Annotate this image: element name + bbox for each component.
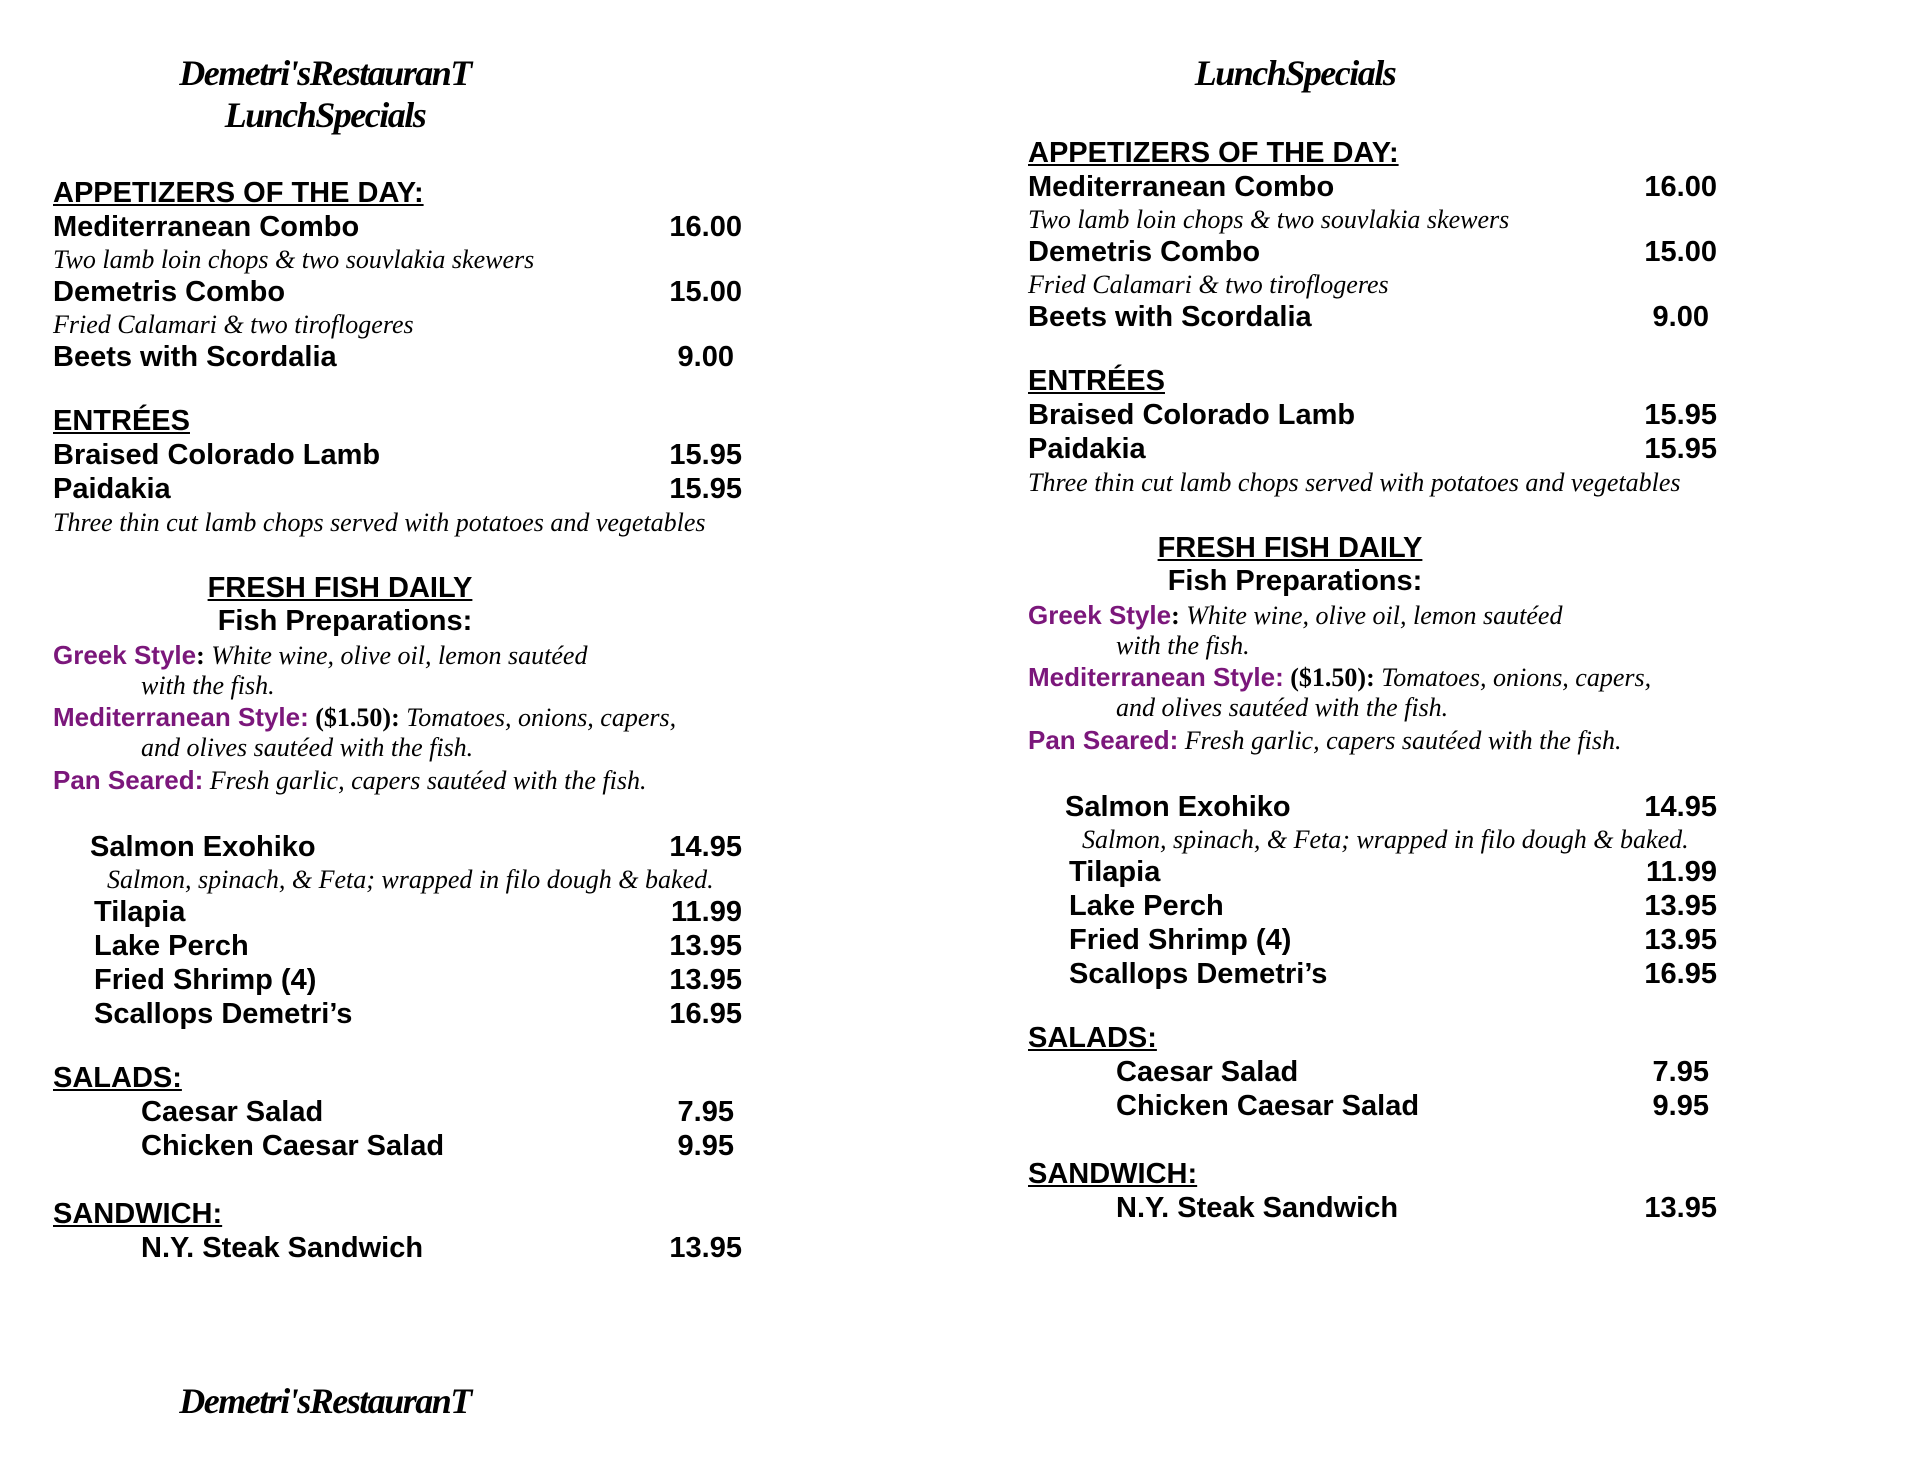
entrees-heading: ENTRÉES xyxy=(1028,365,1165,397)
menu-item-price: 16.95 xyxy=(669,998,742,1030)
fish-heading: FRESH FISH DAILY xyxy=(207,572,473,604)
menu-item-name: Chicken Caesar Salad xyxy=(1116,1090,1420,1122)
menu-item-price: 15.95 xyxy=(669,439,742,471)
menu-item-price: 14.95 xyxy=(669,831,742,863)
fish-subheading: Fish Preparations: xyxy=(217,605,473,637)
menu-item-price: 9.00 xyxy=(677,341,734,373)
salads-heading: SALADS: xyxy=(1028,1022,1157,1054)
preparation-desc: Fresh garlic, capers sautéed with the fish. xyxy=(1178,726,1622,755)
preparation-name: Pan Seared: xyxy=(53,765,204,795)
menu-item-price: 16.00 xyxy=(669,211,742,243)
preparation-desc-continued: and olives sautéed with the fish. xyxy=(1116,693,1449,722)
preparation-desc-continued: and olives sautéed with the fish. xyxy=(141,733,474,762)
entrees-heading: ENTRÉES xyxy=(53,405,190,437)
page-title: LunchSpecials xyxy=(224,95,426,135)
menu-item-desc: Two lamb loin chops & two souvlakia skewers xyxy=(1028,205,1510,234)
menu-item-name: Scallops Demetri’s xyxy=(94,998,353,1030)
menu-item-price: 13.95 xyxy=(1644,924,1717,956)
menu-item-name: Mediterranean Combo xyxy=(1028,171,1335,203)
preparation-separator: : xyxy=(196,641,205,670)
fish-preparation xyxy=(53,702,676,733)
restaurant-name-footer: Demetri'sRestauranT xyxy=(179,1381,471,1421)
menu-item-name: Braised Colorado Lamb xyxy=(1028,399,1356,431)
menu-item-name: Scallops Demetri’s xyxy=(1069,958,1328,990)
page-title: LunchSpecials xyxy=(1194,53,1396,93)
menu-item-name: Caesar Salad xyxy=(1116,1056,1299,1088)
menu-item-name: Lake Perch xyxy=(94,930,249,962)
fish-heading: FRESH FISH DAILY xyxy=(1157,532,1423,564)
appetizers-heading: APPETIZERS OF THE DAY: xyxy=(1028,137,1399,169)
menu-item-name: Beets with Scordalia xyxy=(1028,301,1312,333)
sandwich-heading: SANDWICH: xyxy=(53,1198,223,1230)
menu-item-price: 14.95 xyxy=(1644,791,1717,823)
menu-item-name: Caesar Salad xyxy=(141,1096,324,1128)
fish-preparation xyxy=(1028,662,1651,693)
menu-item-price: 11.99 xyxy=(671,896,742,928)
menu-item-name: Demetris Combo xyxy=(53,276,286,308)
menu-item-price: 15.95 xyxy=(1644,433,1717,465)
menu-item-name: Fried Shrimp (4) xyxy=(94,964,317,996)
menu-item-price: 13.95 xyxy=(669,964,742,996)
menu-item-name: Lake Perch xyxy=(1069,890,1224,922)
preparation-desc: Fresh garlic, capers sautéed with the fish. xyxy=(203,766,647,795)
menu-item-desc: Two lamb loin chops & two souvlakia skewers xyxy=(53,245,535,274)
menu-item-price: 13.95 xyxy=(669,1232,742,1264)
menu-item-name: Demetris Combo xyxy=(1028,236,1261,268)
menu-item-name: N.Y. Steak Sandwich xyxy=(1116,1192,1399,1224)
menu-item-price: 13.95 xyxy=(1644,890,1717,922)
preparation-desc: White wine, olive oil, lemon sautéed xyxy=(1179,601,1563,630)
fish-preparation xyxy=(1028,600,1562,631)
restaurant-name-header: Demetri'sRestauranT xyxy=(179,53,471,93)
menu-item-price: 11.99 xyxy=(1646,856,1717,888)
preparation-desc: Tomatoes, onions, capers, xyxy=(399,703,677,732)
menu-item-name: Mediterranean Combo xyxy=(53,211,360,243)
menu-item-desc: Salmon, spinach, & Feta; wrapped in filo dough & baked. xyxy=(1082,825,1689,854)
menu-item-name: Beets with Scordalia xyxy=(53,341,337,373)
menu-item-name: Paidakia xyxy=(53,473,171,505)
preparation-desc-continued: with the fish. xyxy=(141,671,275,700)
preparation-desc-continued: with the fish. xyxy=(1116,631,1250,660)
menu-item-desc: Salmon, spinach, & Feta; wrapped in filo dough & baked. xyxy=(107,865,714,894)
preparation-name: Pan Seared: xyxy=(1028,725,1179,755)
preparation-name: Mediterranean Style: xyxy=(1028,662,1284,692)
preparation-name: Mediterranean Style: xyxy=(53,702,309,732)
menu-item-desc: Fried Calamari & two tiroflogeres xyxy=(53,310,414,339)
menu-item-name: Braised Colorado Lamb xyxy=(53,439,381,471)
preparation-name: Greek Style xyxy=(53,640,197,670)
fish-subheading: Fish Preparations: xyxy=(1167,565,1423,597)
sandwich-heading: SANDWICH: xyxy=(1028,1158,1198,1190)
fish-preparation xyxy=(1028,725,1621,756)
menu-item-price: 7.95 xyxy=(677,1096,734,1128)
preparation-desc: White wine, olive oil, lemon sautéed xyxy=(204,641,588,670)
menu-item-price: 16.95 xyxy=(1644,958,1717,990)
menu-item-price: 13.95 xyxy=(669,930,742,962)
menu-item-price: 9.95 xyxy=(1652,1090,1709,1122)
menu-item-name: Paidakia xyxy=(1028,433,1146,465)
menu-item-price: 15.95 xyxy=(669,473,742,505)
menu-item-desc: Three thin cut lamb chops served with potatoes and vegetables xyxy=(53,508,706,537)
menu-item-price: 15.00 xyxy=(1644,236,1717,268)
menu-item-name: Tilapia xyxy=(1069,856,1161,888)
menu-item-name: Salmon Exohiko xyxy=(1065,791,1291,823)
menu-item-price: 9.95 xyxy=(677,1130,734,1162)
menu-item-desc: Three thin cut lamb chops served with potatoes and vegetables xyxy=(1028,468,1681,497)
menu-item-price: 15.00 xyxy=(669,276,742,308)
salads-heading: SALADS: xyxy=(53,1062,182,1094)
menu-item-name: Fried Shrimp (4) xyxy=(1069,924,1292,956)
menu-item-price: 15.95 xyxy=(1644,399,1717,431)
preparation-separator: : xyxy=(1171,601,1180,630)
appetizers-heading: APPETIZERS OF THE DAY: xyxy=(53,177,424,209)
menu-item-name: N.Y. Steak Sandwich xyxy=(141,1232,424,1264)
menu-item-name: Chicken Caesar Salad xyxy=(141,1130,445,1162)
menu-item-price: 9.00 xyxy=(1652,301,1709,333)
menu-item-name: Salmon Exohiko xyxy=(90,831,316,863)
preparation-name: Greek Style xyxy=(1028,600,1172,630)
preparation-price: ($1.50): xyxy=(1283,663,1375,692)
menu-item-price: 13.95 xyxy=(1644,1192,1717,1224)
fish-preparation xyxy=(53,765,646,796)
preparation-desc: Tomatoes, onions, capers, xyxy=(1374,663,1652,692)
menu-item-name: Tilapia xyxy=(94,896,186,928)
menu-item-desc: Fried Calamari & two tiroflogeres xyxy=(1028,270,1389,299)
menu-item-price: 16.00 xyxy=(1644,171,1717,203)
preparation-price: ($1.50): xyxy=(308,703,400,732)
fish-preparation xyxy=(53,640,587,671)
menu-item-price: 7.95 xyxy=(1652,1056,1709,1088)
